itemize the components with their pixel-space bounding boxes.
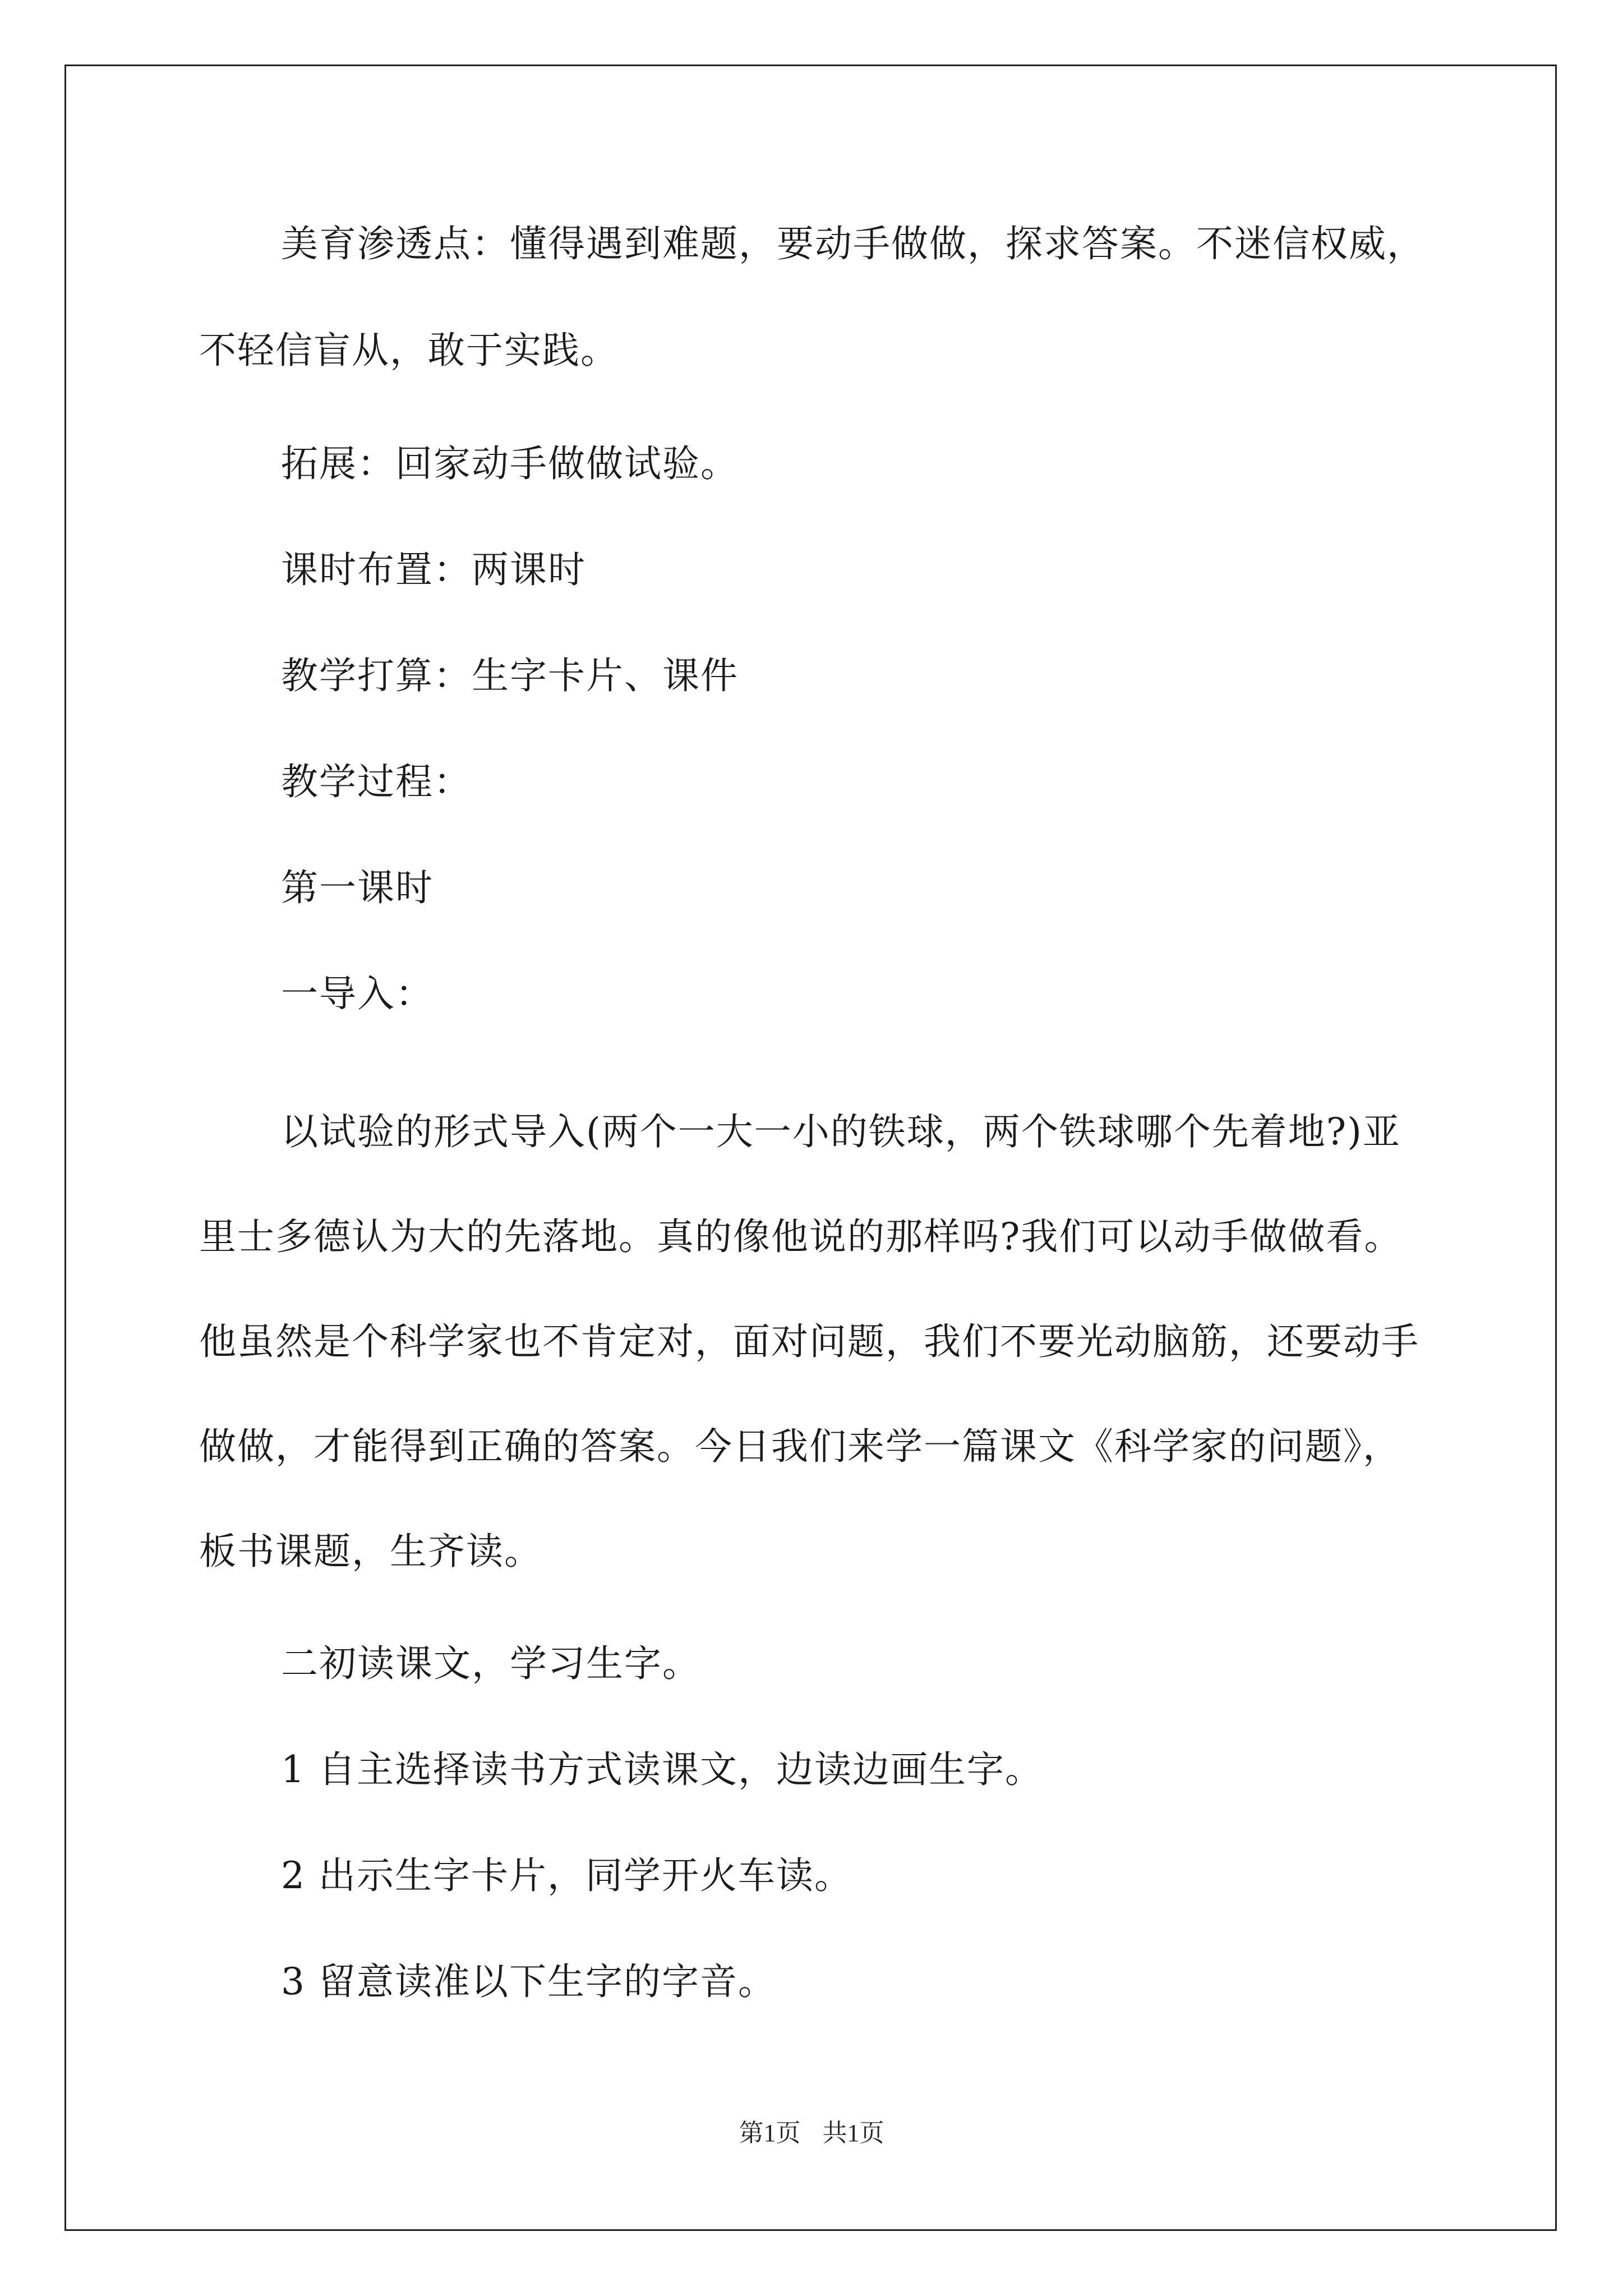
document-body <box>199 213 1427 2067</box>
paragraph-introduction-heading: 一导入： <box>281 972 434 1015</box>
page-number: 第1页 <box>739 2119 801 2147</box>
paragraph-teaching-preparation: 教学打算：生字卡片、课件 <box>281 654 739 697</box>
page-total: 共1页 <box>822 2119 884 2147</box>
paragraph-step-1: 1 自主选择读书方式读课文，边读边画生字。 <box>281 1748 1043 1791</box>
paragraph-aesthetic-education: 美育渗透点：懂得遇到难题，要动手做做，探求答案。不迷信权威，不轻信盲从，敢于实践。 <box>199 222 1425 372</box>
paragraph-lesson-arrangement: 课时布置：两课时 <box>281 548 586 591</box>
paragraph-first-lesson: 第一课时 <box>281 866 434 909</box>
paragraph-teaching-process: 教学过程： <box>281 760 472 803</box>
page-footer <box>0 2113 1623 2148</box>
paragraph-first-reading-heading: 二初读课文，学习生字。 <box>281 1642 700 1685</box>
paragraph-step-3: 3 留意读准以下生字的字音。 <box>281 1960 776 2003</box>
paragraph-extension: 拓展：回家动手做做试验。 <box>281 442 739 485</box>
paragraph-introduction-body: 以试验的形式导入(两个一大一小的铁球，两个铁球哪个先着地?)亚里士多德认为大的先落地。真的像他说的那样吗?我们可以动手做做看。他虽然是个科学家也不肯定对，面对问题，我们不要光动脑筋，还要动手做做，才能得到正确的答案。今日我们来学一篇课文《科学家的问题》，板书课题，生齐读。 <box>199 1110 1419 1573</box>
paragraph-step-2: 2 出示生字卡片，同学开火车读。 <box>281 1854 852 1897</box>
